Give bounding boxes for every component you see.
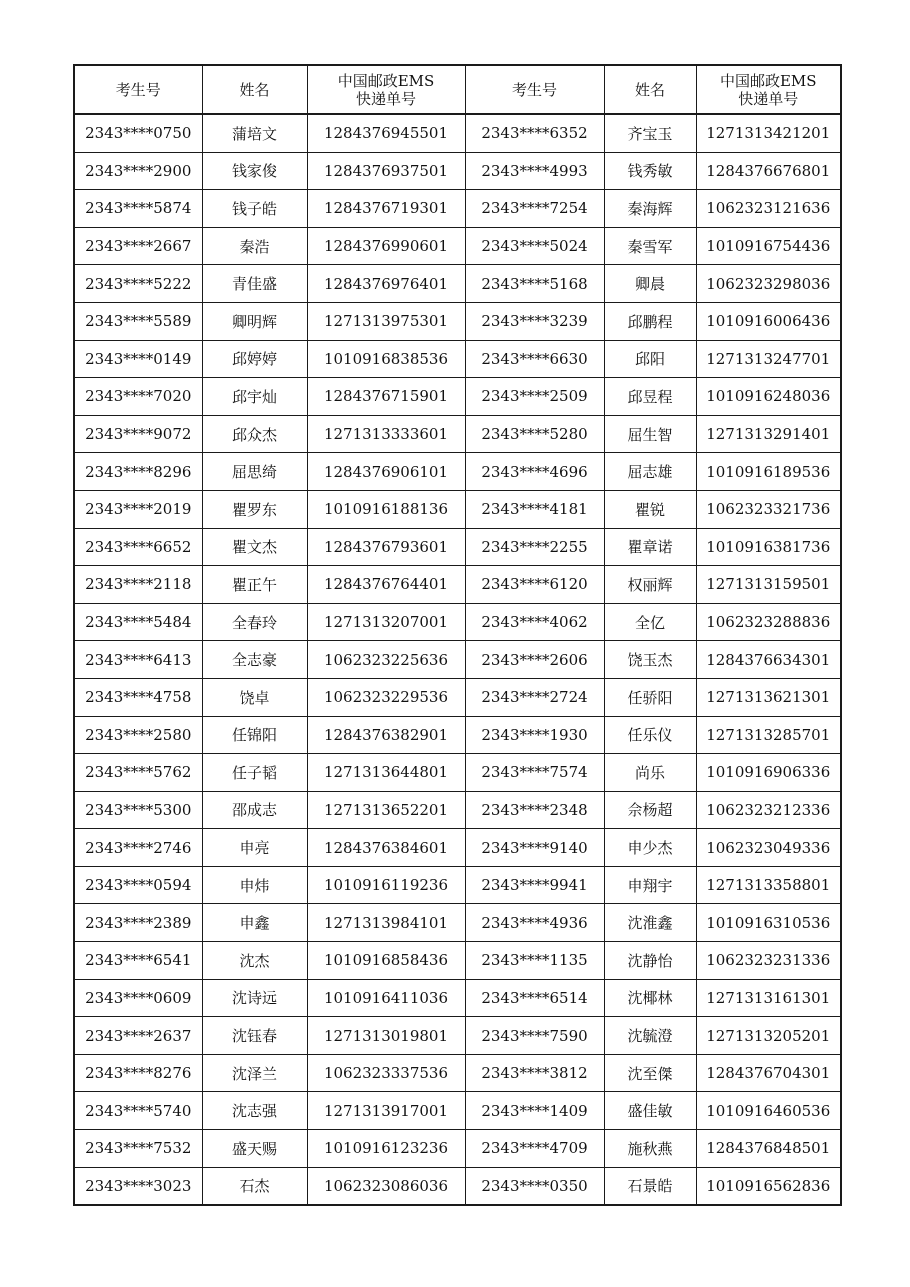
exam-id-cell: 2343****6413 [74, 641, 202, 679]
ems-number-cell: 1271313975301 [307, 302, 465, 340]
table-row [74, 1092, 841, 1130]
exam-id-cell: 2343****8296 [74, 453, 202, 491]
exam-id-cell: 2343****2900 [74, 152, 202, 190]
ems-number-cell: 1284376937501 [307, 152, 465, 190]
ems-number-cell: 1284376764401 [307, 566, 465, 604]
name-cell: 邱昱程 [604, 378, 696, 416]
name-cell: 盛佳敏 [604, 1092, 696, 1130]
exam-id-cell: 2343****5222 [74, 265, 202, 303]
exam-id-cell: 2343****3812 [465, 1054, 604, 1092]
ems-number-cell: 1062323321736 [696, 490, 841, 528]
exam-id-cell: 2343****4758 [74, 678, 202, 716]
exam-id-cell: 2343****2606 [465, 641, 604, 679]
exam-id-cell: 2343****3023 [74, 1167, 202, 1205]
exam-id-cell: 2343****9140 [465, 829, 604, 867]
col-header-ems-number [696, 65, 841, 114]
exam-id-cell: 2343****2637 [74, 1017, 202, 1055]
name-cell: 任子韬 [202, 754, 307, 792]
ems-number-cell: 1010916248036 [696, 378, 841, 416]
name-cell: 邱众杰 [202, 415, 307, 453]
ems-number-cell: 1010916460536 [696, 1092, 841, 1130]
exam-id-cell: 2343****2509 [465, 378, 604, 416]
table-body [74, 114, 841, 1205]
ems-number-cell: 1271313621301 [696, 678, 841, 716]
ems-number-cell: 1284376990601 [307, 227, 465, 265]
name-cell: 沈钰春 [202, 1017, 307, 1055]
table-row [74, 528, 841, 566]
ems-number-cell: 1010916123236 [307, 1130, 465, 1168]
exam-id-cell: 2343****2118 [74, 566, 202, 604]
ems-number-cell: 1284376715901 [307, 378, 465, 416]
name-cell: 施秋燕 [604, 1130, 696, 1168]
name-cell: 屈志雄 [604, 453, 696, 491]
name-cell: 尚乐 [604, 754, 696, 792]
ems-number-cell: 1010916411036 [307, 979, 465, 1017]
name-cell: 申鑫 [202, 904, 307, 942]
ems-number-cell: 1010916006436 [696, 302, 841, 340]
header-row [74, 65, 841, 114]
table-row [74, 227, 841, 265]
name-cell: 瞿锐 [604, 490, 696, 528]
exam-id-cell: 2343****4181 [465, 490, 604, 528]
exam-id-cell: 2343****6514 [465, 979, 604, 1017]
ems-number-cell: 1284376676801 [696, 152, 841, 190]
exam-id-cell: 2343****0594 [74, 866, 202, 904]
name-cell: 石景皓 [604, 1167, 696, 1205]
table-row [74, 415, 841, 453]
name-cell: 沈诗远 [202, 979, 307, 1017]
ems-number-cell: 1271313358801 [696, 866, 841, 904]
col-header-exam-id [465, 65, 604, 114]
name-cell: 钱家俊 [202, 152, 307, 190]
name-cell: 蒲培文 [202, 114, 307, 152]
name-cell: 邵成志 [202, 791, 307, 829]
table-row [74, 340, 841, 378]
exam-id-cell: 2343****8276 [74, 1054, 202, 1092]
header-text: 中国邮政EMS [719, 71, 817, 90]
exam-id-cell: 2343****6541 [74, 942, 202, 980]
ems-number-cell: 1062323086036 [307, 1167, 465, 1205]
exam-id-cell: 2343****2389 [74, 904, 202, 942]
name-cell: 邱宇灿 [202, 378, 307, 416]
exam-id-cell: 2343****5874 [74, 190, 202, 228]
exam-id-cell: 2343****6352 [465, 114, 604, 152]
name-cell: 佘杨超 [604, 791, 696, 829]
ems-number-cell: 1284376848501 [696, 1130, 841, 1168]
table-row [74, 114, 841, 152]
table-row [74, 603, 841, 641]
exam-id-cell: 2343****2724 [465, 678, 604, 716]
name-cell: 权丽辉 [604, 566, 696, 604]
name-cell: 全亿 [604, 603, 696, 641]
ems-number-cell: 1062323231336 [696, 942, 841, 980]
ems-number-cell: 1271313333601 [307, 415, 465, 453]
name-cell: 瞿章诺 [604, 528, 696, 566]
name-cell: 沈泽兰 [202, 1054, 307, 1092]
exam-id-cell: 2343****5300 [74, 791, 202, 829]
name-cell: 邱婷婷 [202, 340, 307, 378]
ems-number-cell: 1284376906101 [307, 453, 465, 491]
ems-tracking-table [73, 64, 842, 1206]
name-cell: 瞿正午 [202, 566, 307, 604]
ems-number-cell: 1010916562836 [696, 1167, 841, 1205]
ems-number-cell: 1010916310536 [696, 904, 841, 942]
name-cell: 石杰 [202, 1167, 307, 1205]
name-cell: 邱阳 [604, 340, 696, 378]
exam-id-cell: 2343****7254 [465, 190, 604, 228]
name-cell: 沈毓澄 [604, 1017, 696, 1055]
ems-number-cell: 1284376634301 [696, 641, 841, 679]
ems-number-cell: 1284376719301 [307, 190, 465, 228]
ems-number-cell: 1271313652201 [307, 791, 465, 829]
exam-id-cell: 2343****3239 [465, 302, 604, 340]
ems-number-cell: 1271313644801 [307, 754, 465, 792]
ems-number-cell: 1284376382901 [307, 716, 465, 754]
header-text: 快递单号 [355, 89, 416, 108]
exam-id-cell: 2343****2255 [465, 528, 604, 566]
table-row [74, 1167, 841, 1205]
name-cell: 申翔宇 [604, 866, 696, 904]
name-cell: 任骄阳 [604, 678, 696, 716]
exam-id-cell: 2343****1930 [465, 716, 604, 754]
name-cell: 秦海辉 [604, 190, 696, 228]
name-cell: 齐宝玉 [604, 114, 696, 152]
ems-number-cell: 1271313161301 [696, 979, 841, 1017]
table-row [74, 829, 841, 867]
exam-id-cell: 2343****5484 [74, 603, 202, 641]
exam-id-cell: 2343****9072 [74, 415, 202, 453]
ems-number-cell: 1062323049336 [696, 829, 841, 867]
exam-id-cell: 2343****6120 [465, 566, 604, 604]
exam-id-cell: 2343****4709 [465, 1130, 604, 1168]
exam-id-cell: 2343****4993 [465, 152, 604, 190]
exam-id-cell: 2343****9941 [465, 866, 604, 904]
exam-id-cell: 2343****4696 [465, 453, 604, 491]
table-row [74, 490, 841, 528]
ems-number-cell: 1284376704301 [696, 1054, 841, 1092]
table-row [74, 979, 841, 1017]
ems-number-cell: 1062323337536 [307, 1054, 465, 1092]
ems-number-cell: 1284376976401 [307, 265, 465, 303]
name-cell: 沈杰 [202, 942, 307, 980]
name-cell: 任锦阳 [202, 716, 307, 754]
name-cell: 钱秀敏 [604, 152, 696, 190]
exam-id-cell: 2343****7590 [465, 1017, 604, 1055]
name-cell: 任乐仪 [604, 716, 696, 754]
ems-number-cell: 1062323121636 [696, 190, 841, 228]
table-row [74, 641, 841, 679]
name-cell: 秦浩 [202, 227, 307, 265]
table-row [74, 754, 841, 792]
name-cell: 钱子皓 [202, 190, 307, 228]
col-header-name [604, 65, 696, 114]
exam-id-cell: 2343****2580 [74, 716, 202, 754]
ems-number-cell: 1062323229536 [307, 678, 465, 716]
name-cell: 全志豪 [202, 641, 307, 679]
ems-number-cell: 1010916189536 [696, 453, 841, 491]
ems-number-cell: 1010916754436 [696, 227, 841, 265]
name-cell: 卿明辉 [202, 302, 307, 340]
exam-id-cell: 2343****4062 [465, 603, 604, 641]
exam-id-cell: 2343****0149 [74, 340, 202, 378]
header-text: 考生号 [511, 80, 557, 99]
name-cell: 饶卓 [202, 678, 307, 716]
name-cell: 盛天赐 [202, 1130, 307, 1168]
col-header-name [202, 65, 307, 114]
header-text: 快递单号 [738, 89, 799, 108]
exam-id-cell: 2343****4936 [465, 904, 604, 942]
ems-number-cell: 1284376793601 [307, 528, 465, 566]
name-cell: 申亮 [202, 829, 307, 867]
ems-number-cell: 1271313207001 [307, 603, 465, 641]
exam-id-cell: 2343****5589 [74, 302, 202, 340]
name-cell: 卿晨 [604, 265, 696, 303]
table-row [74, 1017, 841, 1055]
exam-id-cell: 2343****0350 [465, 1167, 604, 1205]
exam-id-cell: 2343****7020 [74, 378, 202, 416]
ems-number-cell: 1271313285701 [696, 716, 841, 754]
ems-number-cell: 1271313291401 [696, 415, 841, 453]
exam-id-cell: 2343****6630 [465, 340, 604, 378]
table-row [74, 866, 841, 904]
ems-number-cell: 1062323288836 [696, 603, 841, 641]
ems-number-cell: 1010916838536 [307, 340, 465, 378]
name-cell: 申少杰 [604, 829, 696, 867]
ems-number-cell: 1010916188136 [307, 490, 465, 528]
ems-number-cell: 1271313159501 [696, 566, 841, 604]
ems-number-cell: 1271313205201 [696, 1017, 841, 1055]
ems-number-cell: 1284376945501 [307, 114, 465, 152]
ems-number-cell: 1010916381736 [696, 528, 841, 566]
table-row [74, 942, 841, 980]
exam-id-cell: 2343****1409 [465, 1092, 604, 1130]
ems-number-cell: 1062323212336 [696, 791, 841, 829]
ems-number-cell: 1010916906336 [696, 754, 841, 792]
table-row [74, 302, 841, 340]
exam-id-cell: 2343****7532 [74, 1130, 202, 1168]
table-row [74, 566, 841, 604]
ems-number-cell: 1271313421201 [696, 114, 841, 152]
ems-number-cell: 1271313247701 [696, 340, 841, 378]
name-cell: 屈思绮 [202, 453, 307, 491]
col-header-ems-number [307, 65, 465, 114]
exam-id-cell: 2343****0750 [74, 114, 202, 152]
exam-id-cell: 2343****6652 [74, 528, 202, 566]
exam-id-cell: 2343****5024 [465, 227, 604, 265]
name-cell: 饶玉杰 [604, 641, 696, 679]
name-cell: 沈至傑 [604, 1054, 696, 1092]
name-cell: 沈志强 [202, 1092, 307, 1130]
header-text: 姓名 [239, 80, 270, 99]
table-row [74, 678, 841, 716]
table-row [74, 265, 841, 303]
table-row [74, 1054, 841, 1092]
name-cell: 沈椰林 [604, 979, 696, 1017]
table-row [74, 1130, 841, 1168]
header-text: 中国邮政EMS [337, 71, 435, 90]
name-cell: 邱鹏程 [604, 302, 696, 340]
exam-id-cell: 2343****5280 [465, 415, 604, 453]
header-text: 考生号 [115, 80, 161, 99]
exam-id-cell: 2343****5740 [74, 1092, 202, 1130]
table-row [74, 791, 841, 829]
col-header-exam-id [74, 65, 202, 114]
exam-id-cell: 2343****5762 [74, 754, 202, 792]
name-cell: 沈静怡 [604, 942, 696, 980]
ems-number-cell: 1271313917001 [307, 1092, 465, 1130]
exam-id-cell: 2343****1135 [465, 942, 604, 980]
exam-id-cell: 2343****0609 [74, 979, 202, 1017]
table-row [74, 190, 841, 228]
table-row [74, 904, 841, 942]
table-row [74, 453, 841, 491]
table-row [74, 716, 841, 754]
exam-id-cell: 2343****2667 [74, 227, 202, 265]
ems-number-cell: 1271313984101 [307, 904, 465, 942]
ems-number-cell: 1062323298036 [696, 265, 841, 303]
exam-id-cell: 2343****5168 [465, 265, 604, 303]
name-cell: 青佳盛 [202, 265, 307, 303]
name-cell: 屈生智 [604, 415, 696, 453]
header-text: 姓名 [634, 80, 665, 99]
ems-number-cell: 1062323225636 [307, 641, 465, 679]
ems-number-cell: 1284376384601 [307, 829, 465, 867]
name-cell: 全春玲 [202, 603, 307, 641]
name-cell: 秦雪军 [604, 227, 696, 265]
table-row [74, 378, 841, 416]
name-cell: 沈淮鑫 [604, 904, 696, 942]
table-row [74, 152, 841, 190]
exam-id-cell: 2343****2019 [74, 490, 202, 528]
exam-id-cell: 2343****7574 [465, 754, 604, 792]
name-cell: 瞿罗东 [202, 490, 307, 528]
name-cell: 瞿文杰 [202, 528, 307, 566]
ems-number-cell: 1010916858436 [307, 942, 465, 980]
name-cell: 申炜 [202, 866, 307, 904]
exam-id-cell: 2343****2348 [465, 791, 604, 829]
exam-id-cell: 2343****2746 [74, 829, 202, 867]
ems-number-cell: 1271313019801 [307, 1017, 465, 1055]
ems-number-cell: 1010916119236 [307, 866, 465, 904]
